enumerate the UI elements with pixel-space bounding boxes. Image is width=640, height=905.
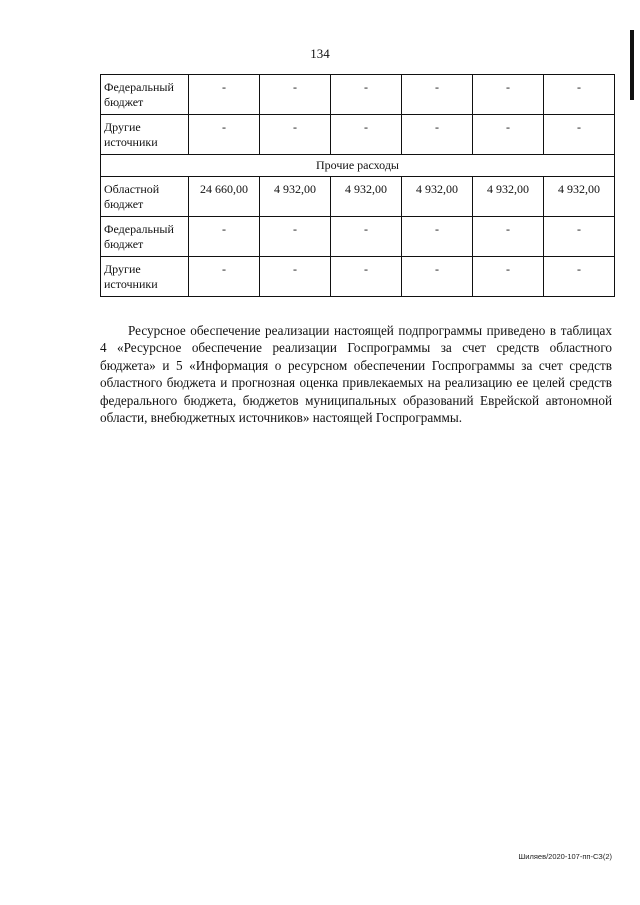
table-cell: - bbox=[544, 75, 615, 115]
section-header-row bbox=[101, 155, 615, 177]
row-label: Другие источники bbox=[101, 115, 189, 155]
table-cell: 4 932,00 bbox=[331, 177, 402, 217]
table-cell: 24 660,00 bbox=[189, 177, 260, 217]
table-cell: 4 932,00 bbox=[473, 177, 544, 217]
table-cell: - bbox=[189, 115, 260, 155]
section-title: Прочие расходы bbox=[101, 155, 615, 177]
table-cell: - bbox=[260, 115, 331, 155]
table-cell: 4 932,00 bbox=[544, 177, 615, 217]
table-cell: - bbox=[331, 115, 402, 155]
page-number: 134 bbox=[310, 46, 330, 61]
table-row bbox=[101, 217, 615, 257]
table-cell: - bbox=[402, 115, 473, 155]
row-label: Федеральный бюджет bbox=[101, 75, 189, 115]
table-cell: - bbox=[260, 75, 331, 115]
table-cell: - bbox=[473, 75, 544, 115]
table-cell: 4 932,00 bbox=[402, 177, 473, 217]
table-row bbox=[101, 75, 615, 115]
row-label: Федеральный бюджет bbox=[101, 217, 189, 257]
table-cell: - bbox=[260, 257, 331, 297]
table-cell: - bbox=[402, 217, 473, 257]
table-row bbox=[101, 115, 615, 155]
table-row bbox=[101, 177, 615, 217]
table-cell: - bbox=[402, 257, 473, 297]
edge-scan-mark bbox=[630, 30, 634, 100]
row-label: Областной бюджет bbox=[101, 177, 189, 217]
table-cell: - bbox=[544, 217, 615, 257]
table-cell: - bbox=[189, 257, 260, 297]
table-cell: - bbox=[402, 75, 473, 115]
table-cell: - bbox=[473, 115, 544, 155]
budget-table bbox=[100, 74, 615, 297]
table-row bbox=[101, 257, 615, 297]
body-paragraph: Ресурсное обеспечение реализации настоящей подпрограммы приведено в таблицах 4 «Ресурсное обеспечение реализации Госпрограммы за счет средств областного бюджета» и 5 «Информация о ресурсном обеспечении Госпрограммы за счет средств областного бюджета и прогнозная оценка привлекаемых на реализацию ее целей средств федерального бюджета, бюджетов муниципальных образований Еврейской автономной области, внебюджетных источников» настоящей Госпрограммы. bbox=[100, 323, 612, 426]
table-cell: - bbox=[544, 257, 615, 297]
table-cell: - bbox=[189, 75, 260, 115]
table-cell: - bbox=[473, 217, 544, 257]
table-cell: - bbox=[331, 257, 402, 297]
table-cell: - bbox=[260, 217, 331, 257]
table-cell: - bbox=[189, 217, 260, 257]
table-cell: - bbox=[331, 75, 402, 115]
footer-stamp: Шиляев/2020-107-пп-СЗ(2) bbox=[518, 852, 612, 861]
table-cell: 4 932,00 bbox=[260, 177, 331, 217]
table-cell: - bbox=[544, 115, 615, 155]
row-label: Другие источники bbox=[101, 257, 189, 297]
table-cell: - bbox=[473, 257, 544, 297]
table-cell: - bbox=[331, 217, 402, 257]
